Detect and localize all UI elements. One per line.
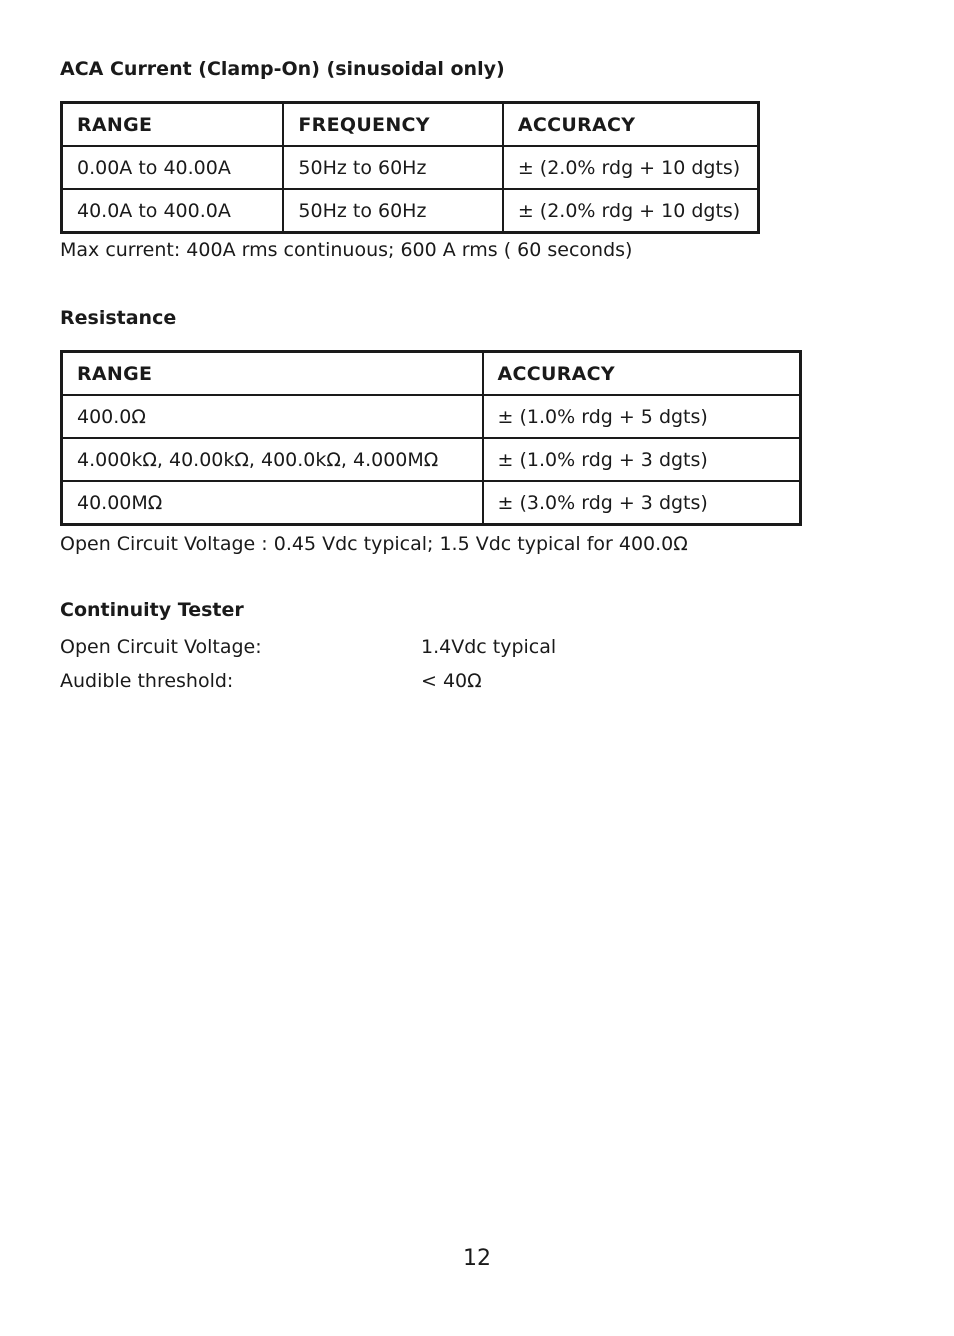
table-header-row — [62, 352, 801, 396]
table-row — [62, 146, 759, 189]
aca-current-heading: ACA Current (Clamp-On) (sinusoidal only) — [60, 58, 505, 80]
range-cell: 0.00A to 40.00A — [62, 146, 284, 189]
aca-current-table — [60, 101, 760, 234]
accuracy-cell: ± (2.0% rdg + 10 dgts) — [503, 146, 759, 189]
resistance-heading: Resistance — [60, 307, 177, 329]
accuracy-cell: ± (3.0% rdg + 3 dgts) — [483, 481, 801, 525]
column-header-range: RANGE — [62, 103, 284, 147]
spec-value: < 40Ω — [421, 670, 482, 692]
range-cell: 40.00MΩ — [62, 481, 483, 525]
range-cell: 400.0Ω — [62, 395, 483, 438]
spec-label: Open Circuit Voltage: — [60, 636, 262, 658]
table-row — [62, 438, 801, 481]
column-header-accuracy: ACCURACY — [483, 352, 801, 396]
table-row — [62, 189, 759, 233]
resistance-table — [60, 350, 802, 526]
table-row — [62, 481, 801, 525]
range-cell: 40.0A to 400.0A — [62, 189, 284, 233]
resistance-note: Open Circuit Voltage : 0.45 Vdc typical; 1.5 Vdc typical for 400.0Ω — [60, 533, 688, 555]
accuracy-cell: ± (1.0% rdg + 3 dgts) — [483, 438, 801, 481]
table-header-row — [62, 103, 759, 147]
column-header-range: RANGE — [62, 352, 483, 396]
page-number: 12 — [463, 1246, 491, 1271]
accuracy-cell: ± (1.0% rdg + 5 dgts) — [483, 395, 801, 438]
frequency-cell: 50Hz to 60Hz — [283, 146, 502, 189]
accuracy-cell: ± (2.0% rdg + 10 dgts) — [503, 189, 759, 233]
spec-value: 1.4Vdc typical — [421, 636, 557, 658]
spec-label: Audible threshold: — [60, 670, 234, 692]
column-header-frequency: FREQUENCY — [283, 103, 502, 147]
continuity-tester-heading: Continuity Tester — [60, 599, 244, 621]
range-cell: 4.000kΩ, 40.00kΩ, 400.0kΩ, 4.000MΩ — [62, 438, 483, 481]
table-row — [62, 395, 801, 438]
frequency-cell: 50Hz to 60Hz — [283, 189, 502, 233]
column-header-accuracy: ACCURACY — [503, 103, 759, 147]
aca-current-note: Max current: 400A rms continuous; 600 A rms ( 60 seconds) — [60, 239, 633, 261]
